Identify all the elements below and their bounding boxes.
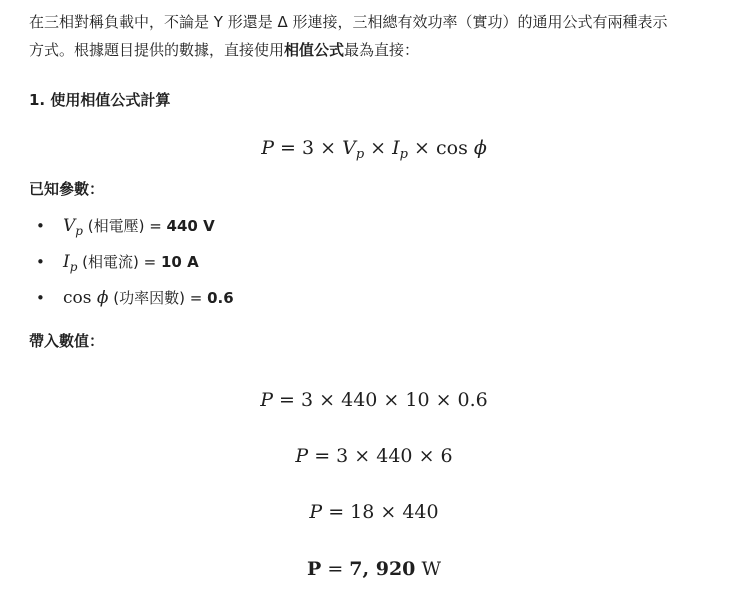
calc-step-3 bbox=[0, 498, 730, 526]
calc-lhs: P bbox=[309, 501, 323, 523]
param-sym-prefix: cos bbox=[63, 288, 97, 308]
param-symbol bbox=[63, 252, 77, 272]
result-eq: = bbox=[321, 558, 350, 580]
formula-times2: × cos bbox=[407, 137, 474, 159]
param-value: 440 V bbox=[166, 217, 215, 235]
formula-eq: = 3 × bbox=[273, 137, 343, 159]
param-sub: p bbox=[75, 224, 83, 238]
intro-paragraph bbox=[29, 8, 719, 64]
param-desc: (相電流) = bbox=[77, 253, 161, 271]
calc-lhs: P bbox=[260, 389, 274, 411]
param-value: 10 A bbox=[160, 253, 199, 271]
formula-i-sub: p bbox=[399, 147, 408, 162]
param-symbol bbox=[63, 288, 108, 308]
intro-line1: 在三相對稱負載中，不論是 Y 形還是 Δ 形連接，三相總有效功率（實功）的通用公式有兩種表示 bbox=[29, 13, 668, 31]
section-heading-known: 已知參數： bbox=[29, 180, 105, 198]
param-desc: (功率因數) = bbox=[108, 289, 208, 307]
intro-bold-term: 相值公式 bbox=[284, 41, 345, 59]
intro-line2-post: 最為直接： bbox=[344, 41, 420, 59]
param-symbol bbox=[63, 216, 83, 236]
list-item bbox=[29, 284, 234, 320]
known-params-list bbox=[29, 212, 234, 320]
param-sym: I bbox=[63, 252, 70, 272]
param-sym: ϕ bbox=[96, 288, 109, 308]
calc-rhs: = 3 × 440 × 6 bbox=[308, 445, 453, 467]
calc-step-2 bbox=[0, 442, 730, 470]
calc-result bbox=[0, 555, 730, 583]
formula-times1: × bbox=[364, 137, 393, 159]
calc-lhs: P bbox=[295, 445, 309, 467]
formula-i: I bbox=[392, 137, 400, 159]
formula-v: V bbox=[342, 137, 356, 159]
bullet-icon: • bbox=[36, 217, 45, 235]
param-sym: V bbox=[63, 216, 76, 236]
param-sub: p bbox=[69, 260, 78, 274]
formula-v-sub: p bbox=[355, 147, 365, 162]
main-formula bbox=[0, 134, 730, 162]
formula-lhs: P bbox=[261, 137, 274, 159]
list-item bbox=[29, 212, 234, 248]
formula-phi: ϕ bbox=[473, 137, 487, 159]
calc-step-1 bbox=[0, 386, 730, 414]
param-desc: (相電壓) = bbox=[82, 217, 167, 235]
section-heading-formula: 1. 使用相值公式計算 bbox=[29, 91, 171, 109]
param-value: 0.6 bbox=[207, 289, 234, 307]
bullet-icon: • bbox=[36, 253, 45, 271]
calc-rhs: = 18 × 440 bbox=[322, 501, 439, 523]
list-item bbox=[29, 248, 234, 284]
result-unit: W bbox=[415, 558, 441, 580]
section-heading-substitute: 帶入數值： bbox=[29, 332, 105, 350]
result-value: 7, 920 bbox=[349, 558, 416, 580]
intro-line2-pre: 方式。根據題目提供的數據，直接使用 bbox=[29, 41, 285, 59]
calc-rhs: = 3 × 440 × 10 × 0.6 bbox=[273, 389, 488, 411]
result-lhs: P bbox=[307, 558, 322, 580]
bullet-icon: • bbox=[36, 289, 45, 307]
